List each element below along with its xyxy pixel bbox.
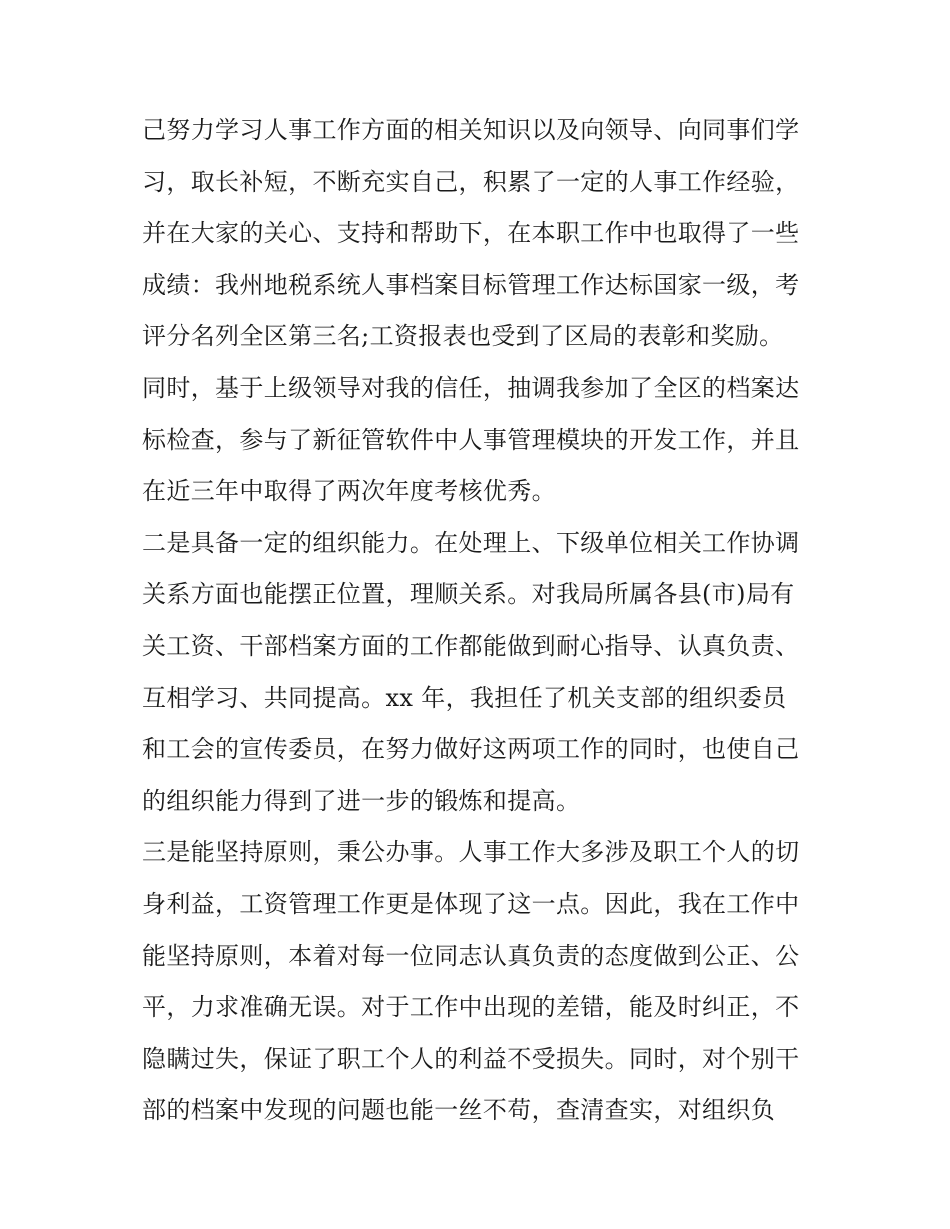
text-line: 能坚持原则，本着对每一位同志认真负责的态度做到公正、公	[142, 941, 800, 970]
text-line: 在近三年中取得了两次年度考核优秀。	[142, 477, 556, 506]
text-line: 关系方面也能摆正位置，理顺关系。对我局所属各县(市)局有	[142, 580, 795, 609]
text-line: 部的档案中发现的问题也能一丝不苟，查清查实，对组织负	[142, 1096, 776, 1125]
text-line: 同时，基于上级领导对我的信任，抽调我参加了全区的档案达	[142, 373, 800, 402]
text-line: 评分名列全区第三名;工资报表也受到了区局的表彰和奖励。	[142, 322, 784, 351]
text-line: 平，力求准确无误。对于工作中出现的差错，能及时纠正，不	[142, 993, 800, 1022]
text-line: 并在大家的关心、支持和帮助下，在本职工作中也取得了一些	[142, 219, 800, 248]
text-line: 和工会的宣传委员，在努力做好这两项工作的同时，也使自己	[142, 735, 800, 764]
text-line: 习，取长补短，不断充实自己，积累了一定的人事工作经验，	[142, 167, 800, 196]
text-line: 成绩：我州地税系统人事档案目标管理工作达标国家一级，考	[142, 270, 800, 299]
text-line: 标检查，参与了新征管软件中人事管理模块的开发工作，并且	[142, 425, 800, 454]
text-line: 互相学习、共同提高。xx 年，我担任了机关支部的组织委员	[142, 683, 787, 712]
text-line: 的组织能力得到了进一步的锻炼和提高。	[142, 786, 581, 815]
text-line: 隐瞒过失，保证了职工个人的利益不受损失。同时，对个别干	[142, 1044, 800, 1073]
text-line: 关工资、干部档案方面的工作都能做到耐心指导、认真负责、	[142, 631, 800, 660]
text-line: 三是能坚持原则，秉公办事。人事工作大多涉及职工个人的切	[142, 838, 800, 867]
text-line: 身利益，工资管理工作更是体现了这一点。因此，我在工作中	[142, 889, 800, 918]
text-line: 二是具备一定的组织能力。在处理上、下级单位相关工作协调	[142, 528, 800, 557]
text-line: 己努力学习人事工作方面的相关知识以及向领导、向同事们学	[142, 116, 800, 144]
body-text	[142, 110, 822, 1142]
